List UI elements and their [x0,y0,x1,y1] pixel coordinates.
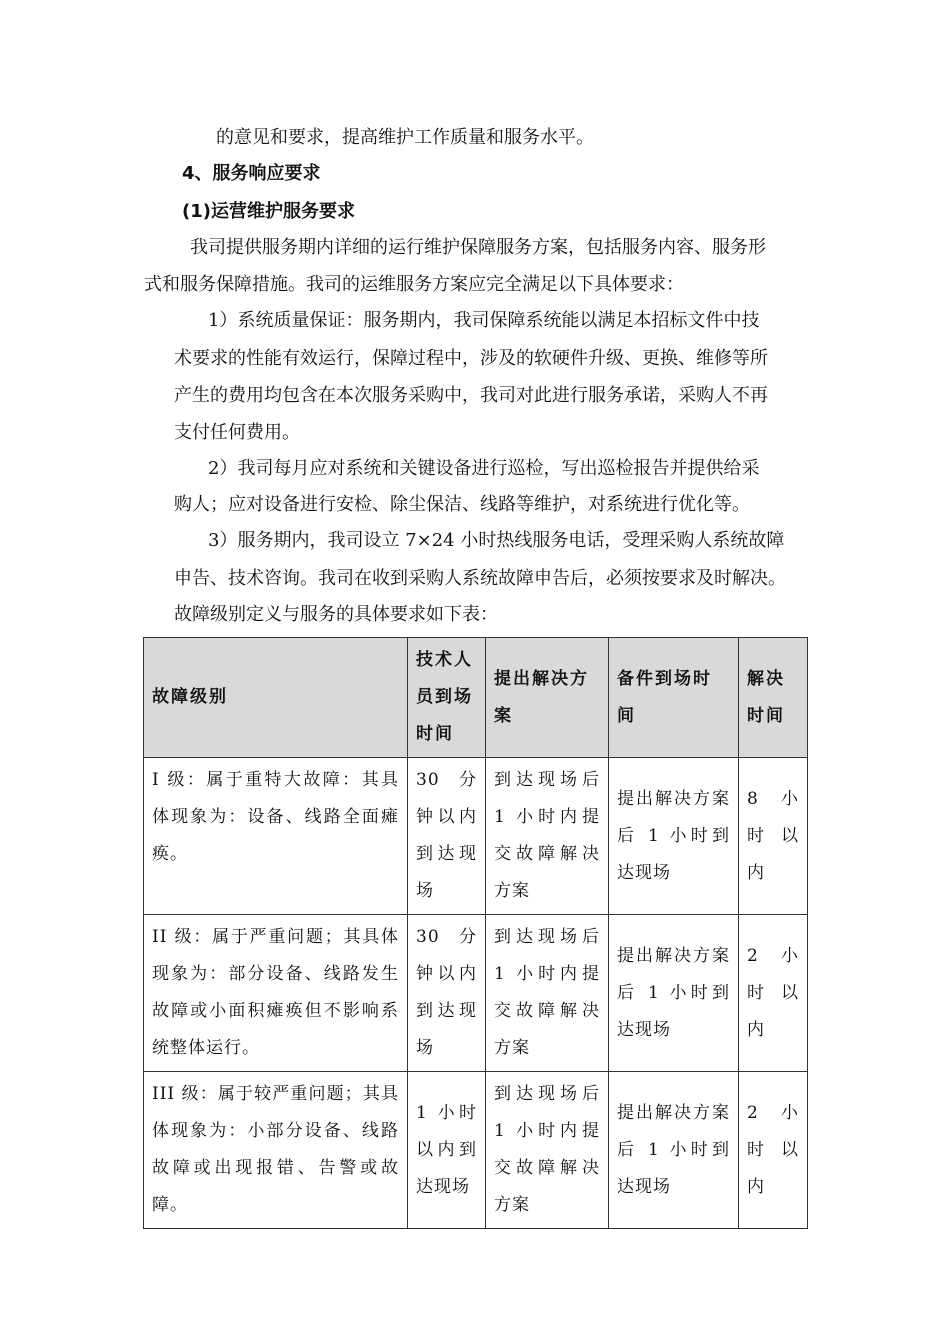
header-solution: 提出解决方案 [486,638,609,758]
item2-line-2: 购人；应对设备进行安检、除尘保洁、线路等维护，对系统进行优化等。 [174,494,750,515]
resolve-time-cell: 2 小时以内 [739,915,808,1072]
item3-line-1: 3）服务期内，我司设立 7×24 小时热线服务电话，受理采购人系统故障 [208,530,785,551]
fault-level-cell: II 级：属于严重问题；其具体现象为：部分设备、线路发生故障或小面积瘫痪但不影响系统整体运行。 [144,915,408,1072]
intro-line-1: 我司提供服务期内详细的运行维护保障服务方案，包括服务内容、服务形 [190,237,766,258]
fault-level-cell: III 级：属于较严重问题；其具体现象为：小部分设备、线路故障或出现报错、告警或故障。 [144,1072,408,1229]
solution-cell: 到达现场后 1 小时内提交故障解决方案 [486,1072,609,1229]
tech-arrival-cell: 30 分钟以内到达现场 [408,915,486,1072]
table-row [144,1072,808,1229]
fault-level-table [143,637,808,1229]
tech-arrival-cell: 30 分钟以内到达现场 [408,758,486,915]
fault-level-cell: I 级：属于重特大故障：其具体现象为：设备、线路全面瘫痪。 [144,758,408,915]
item3-line-2: 申告、技术咨询。我司在收到采购人系统故障申告后，必须按要求及时解决。 [174,568,786,589]
section-heading: 4、服务响应要求 [182,163,321,184]
item1-line-3: 产生的费用均包含在本次服务采购中，我司对此进行服务承诺，采购人不再 [174,385,768,406]
header-fault-level: 故障级别 [144,638,408,758]
item1-line-1: 1）系统质量保证：服务期内，我司保障系统能以满足本招标文件中技 [208,310,760,331]
table-header-row [144,638,808,758]
table-row [144,758,808,915]
tech-arrival-cell: 1 小时以内到达现场 [408,1072,486,1229]
paragraph-continuation: 的意见和要求，提高维护工作质量和服务水平。 [216,127,594,148]
header-parts-arrival: 备件到场时间 [609,638,739,758]
parts-arrival-cell: 提出解决方案后 1 小时到达现场 [609,915,739,1072]
solution-cell: 到达现场后 1 小时内提交故障解决方案 [486,758,609,915]
table-row [144,915,808,1072]
solution-cell: 到达现场后 1 小时内提交故障解决方案 [486,915,609,1072]
resolve-time-cell: 2 小时以内 [739,1072,808,1229]
parts-arrival-cell: 提出解决方案后 1 小时到达现场 [609,1072,739,1229]
item1-line-4: 支付任何费用。 [174,422,300,443]
table-intro: 故障级别定义与服务的具体要求如下表： [174,604,498,625]
header-resolve-time: 解决时间 [739,638,808,758]
item2-line-1: 2）我司每月应对系统和关键设备进行巡检，写出巡检报告并提供给采 [208,458,760,479]
parts-arrival-cell: 提出解决方案后 1 小时到达现场 [609,758,739,915]
item1-line-2: 术要求的性能有效运行，保障过程中，涉及的软硬件升级、更换、维修等所 [174,348,768,369]
intro-line-2: 式和服务保障措施。我司的运维服务方案应完全满足以下具体要求： [144,274,684,295]
subsection-heading: (1)运营维护服务要求 [182,201,355,222]
header-tech-arrival: 技术人员到场时间 [408,638,486,758]
resolve-time-cell: 8 小时以内 [739,758,808,915]
